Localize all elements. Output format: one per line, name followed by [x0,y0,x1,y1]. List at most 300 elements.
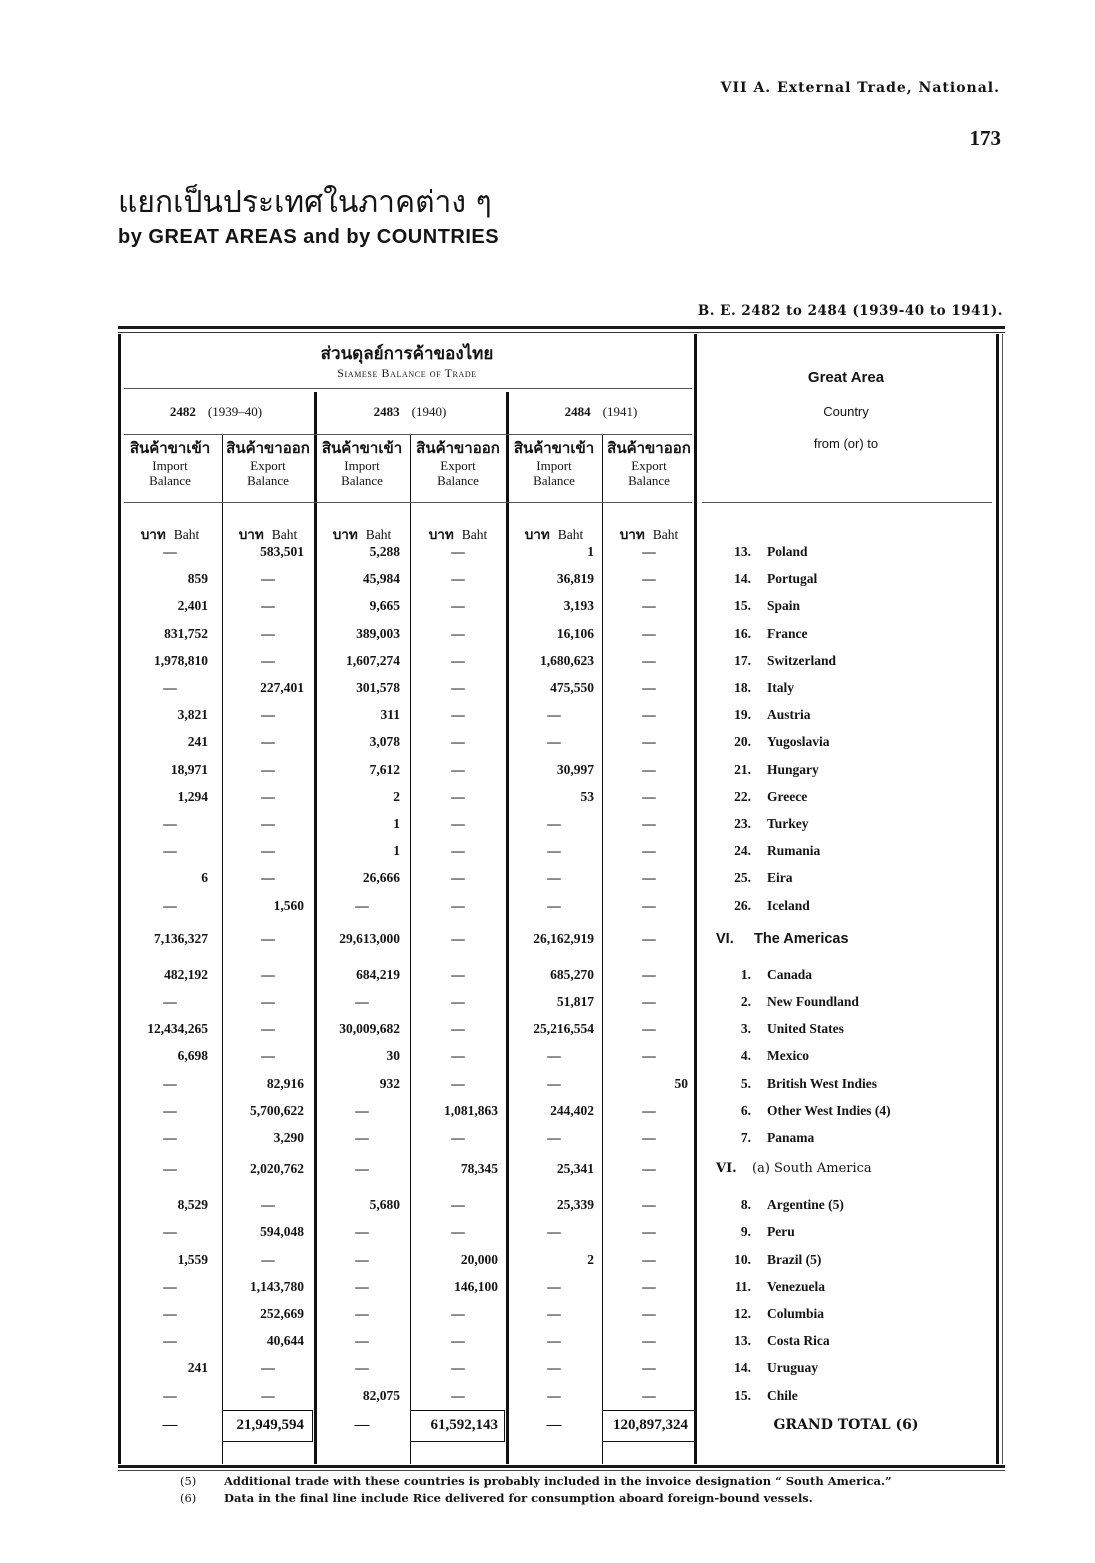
unit-en: Baht [652,527,679,542]
country-label [696,1099,996,1123]
country-name: Peru [767,1224,795,1240]
country-row [118,1044,1005,1068]
column-header-thai: สินค้าขาออก [226,439,310,457]
country-name: Chile [767,1387,798,1403]
balance-cell: — [642,966,656,982]
balance-cell: 1,294 [177,788,208,804]
balance-cell: 2 [393,788,400,804]
balance-cell: 51,817 [556,994,594,1009]
unit-thai: บาท [619,527,645,543]
balance-cell: — [642,1251,656,1267]
balance-cell: — [547,1306,561,1321]
country-label [696,1356,996,1380]
balance-cell: — [642,652,656,668]
column-header-line2: Balance [533,473,575,488]
balance-cell: 7,612 [369,761,400,777]
balance-cell: — [261,625,275,641]
country-label [696,1329,996,1353]
balance-cell: 1,680,623 [540,652,594,668]
country-name: Hungary [767,761,819,777]
balance-cell: 1 [393,816,400,831]
country-name: Switzerland [767,652,836,668]
column-header-line2: Balance [437,473,479,488]
country-label [696,894,996,918]
balance-cell: 1,560 [273,897,304,913]
great-area-row [118,927,1005,951]
column-header-thai: สินค้าขาออก [607,439,691,457]
country-label [696,785,996,809]
balance-cell: — [451,625,465,641]
country-name: Rumania [767,843,821,859]
country-label [696,866,996,890]
country-row [118,540,1005,564]
balance-cell: — [261,1251,275,1267]
balance-cell: 301,578 [356,680,400,695]
country-label [696,567,996,591]
country-name: France [767,625,808,641]
country-row [118,866,1005,890]
country-row [118,1099,1005,1123]
column-header [118,438,222,488]
unit-thai: บาท [332,527,358,543]
balance-cell: — [642,897,656,913]
balance-cell: 475,550 [550,680,594,695]
balance-cell: — [451,788,465,804]
balance-cell: — [642,870,656,886]
row-number: 18. [734,680,751,695]
balance-cell: — [261,966,275,982]
balance-cell: — [163,1306,177,1321]
country-row [118,1384,1005,1408]
column-header-thai: สินค้าขาเข้า [513,439,595,457]
balance-cell: 932 [379,1075,400,1091]
balance-cell: — [451,1360,465,1376]
balance-cell: 2 [587,1251,594,1267]
balance-cell: — [451,598,465,614]
footnote-mark: (5) [180,1474,197,1488]
balance-cell: — [163,1130,177,1145]
balance-cell: — [547,1130,561,1145]
balance-cell: 82,916 [266,1075,304,1091]
balance-cell: — [642,788,656,804]
balance-cell: — [642,1197,656,1213]
balance-cell: — [547,897,561,913]
country-label [696,676,996,700]
balance-cell: 2,401 [177,598,208,614]
balance-cell: — [355,1251,369,1267]
country-label [696,594,996,618]
balance-cell: 40,644 [266,1333,304,1349]
row-number: 12. [734,1306,751,1321]
row-number: VI. [716,1161,737,1177]
column-header-line2: Balance [149,473,191,488]
balance-cell: — [451,1306,465,1321]
country-row [118,622,1005,646]
balance-cell: 18,971 [170,761,208,777]
unit-en: Baht [271,527,298,542]
country-row [118,567,1005,591]
balance-cell: — [163,994,177,1009]
header-rule [124,502,692,503]
balance-cell: — [451,930,465,946]
grand-total-label: GRAND TOTAL (6) [773,1416,919,1433]
balance-cell: 1,607,274 [346,652,400,668]
balance-cell: — [261,707,275,723]
balance-cell: — [642,1306,656,1321]
row-number: 21. [734,761,751,777]
balance-cell: — [451,966,465,982]
country-row [118,1193,1005,1217]
country-label [696,990,996,1014]
balance-cell: — [355,1333,369,1349]
balance-cell: 3,290 [273,1130,304,1145]
balance-cell: — [355,1224,369,1240]
country-row [118,1248,1005,1272]
country-label [696,963,996,987]
country-label [696,1248,996,1272]
column-header-line2: Balance [628,473,670,488]
row-number: 23. [734,816,751,831]
row-number: 13. [734,544,751,559]
unit-en: Baht [557,527,584,542]
column-header-thai: สินค้าขาออก [416,439,500,457]
unit-thai: บาท [524,527,550,543]
balance-cell: 82,075 [362,1387,400,1403]
column-header-line1: Export [250,458,286,473]
balance-cell: 5,288 [369,544,400,559]
balance-cell: — [451,544,465,559]
balance-cell: 6,698 [177,1048,208,1064]
balance-cell: — [451,843,465,859]
balance-cell: 2,020,762 [250,1161,304,1177]
balance-cell: — [547,734,561,750]
great-area-header: Great Area [807,369,885,386]
balance-cell: — [642,734,656,750]
balance-cell: — [547,1387,561,1403]
balance-cell: — [163,680,177,695]
balance-cell: — [261,734,275,750]
balance-cell: — [261,1197,275,1213]
unit-thai: บาท [428,527,454,543]
balance-cell: — [642,816,656,831]
row-number: VI. [716,930,734,947]
balance-cell: — [547,816,561,831]
balance-cell: — [163,1075,177,1091]
country-row [118,1356,1005,1380]
row-number: 11. [734,1278,751,1294]
balance-cell: 1,143,780 [250,1278,304,1294]
balance-cell: 26,666 [362,870,400,886]
total-cell: — [162,1416,178,1433]
balance-cell: — [355,994,369,1009]
country-name: Venezuela [767,1278,825,1294]
country-name: British West Indies [767,1075,878,1091]
row-number: 26. [734,897,751,913]
country-label [696,1220,996,1244]
balance-cell: 3,078 [369,734,400,750]
balance-cell: — [451,1021,465,1037]
country-row [118,1072,1005,1096]
balance-cell: — [547,843,561,859]
balance-cell: 252,669 [260,1306,304,1321]
country-row [118,839,1005,863]
row-number: 16. [734,625,751,641]
row-number: 5. [740,1075,751,1091]
country-header: Country [823,404,869,419]
balance-cell: 9,665 [369,598,400,614]
country-name: Canada [767,966,813,982]
country-row [118,649,1005,673]
country-row [118,758,1005,782]
balance-cell: 50 [674,1075,688,1091]
balance-cell: — [261,1048,275,1064]
column-header-line1: Import [152,458,188,473]
column-header-line1: Import [536,458,572,473]
balance-cell: — [163,816,177,831]
country-label [696,758,996,782]
balance-cell: — [451,571,465,587]
row-number: 8. [740,1197,751,1213]
balance-cell: — [642,761,656,777]
country-row [118,1329,1005,1353]
country-label [696,540,996,564]
header-rule [124,434,692,435]
country-label [696,1193,996,1217]
country-label [696,812,996,836]
title-english: by GREAT AREAS and by COUNTRIES [118,226,500,248]
country-row [118,812,1005,836]
balance-cell: 1 [587,544,594,559]
balance-cell: 30,997 [556,761,594,777]
row-number: 9. [740,1224,751,1240]
balance-cell: 29,613,000 [339,930,400,946]
balance-cell: 3,821 [177,707,208,723]
balance-cell: — [547,1048,561,1064]
balance-cell: 16,106 [556,625,594,641]
balance-cell: — [261,816,275,831]
balance-cell: — [642,598,656,614]
balance-cell: 685,270 [550,966,594,982]
country-label [696,1017,996,1041]
country-row [118,894,1005,918]
balance-cell: 859 [187,571,208,587]
row-number: 22. [734,788,751,804]
country-name: The Americas [754,930,849,947]
balance-cell: — [261,994,275,1009]
country-name: Greece [767,788,808,804]
column-header-line1: Export [440,458,476,473]
total-box [602,1410,695,1442]
country-row [118,594,1005,618]
balance-cell: — [451,1075,465,1091]
total-cell: — [354,1416,370,1433]
country-row [118,1302,1005,1326]
column-header-thai: สินค้าขาเข้า [321,439,403,457]
row-number: 20. [734,734,751,750]
country-name: Brazil (5) [767,1251,822,1267]
balance-cell: 583,501 [260,544,304,559]
country-label [696,1157,996,1181]
top-rule-thin [118,332,1005,333]
country-name: Portugal [767,571,818,587]
country-row [118,963,1005,987]
country-label [696,649,996,673]
balance-cell: — [261,652,275,668]
balance-cell: — [451,761,465,777]
balance-cell: — [163,1278,177,1294]
balance-cell: — [642,625,656,641]
row-number: 1. [740,966,751,982]
balance-cell: 1,978,810 [154,652,208,668]
balance-cell: — [642,1387,656,1403]
balance-cell: — [163,1161,177,1177]
total-box [410,1410,505,1442]
balance-cell: — [261,571,275,587]
country-row [118,730,1005,754]
title-thai: แยกเป็นประเทศในภาคต่าง ๆ [118,185,492,220]
balance-cell: — [163,843,177,859]
country-name: Turkey [767,816,809,831]
balance-cell: — [163,1387,177,1403]
year-be: 2484 [564,404,591,419]
row-number: 7. [740,1130,751,1145]
balance-cell: 45,984 [362,571,400,587]
column-header [410,438,506,488]
balance-cell: — [261,788,275,804]
country-name: Austria [767,707,811,723]
balance-cell: — [642,1161,656,1177]
balance-cell: 146,100 [454,1278,498,1294]
period-label: B. E. 2482 to 2484 (1939-40 to 1941). [697,303,1003,319]
balance-cell: — [451,897,465,913]
column-header-line1: Import [344,458,380,473]
country-label [696,927,996,951]
country-name: Uruguay [767,1360,819,1376]
balance-cell: 1 [393,843,400,859]
balance-cell: — [547,870,561,886]
column-header [602,438,696,488]
country-label [696,1072,996,1096]
balance-cell: 241 [187,1360,208,1376]
balance-cell: — [642,1130,656,1145]
year-header [314,404,506,420]
column-header [314,438,410,488]
balance-cell: 482,192 [164,966,208,982]
total-cell: 120,897,324 [613,1416,688,1433]
unit-en: Baht [365,527,392,542]
balance-cell: — [642,930,656,946]
balance-cell: 26,162,919 [533,930,594,946]
country-row [118,1017,1005,1041]
country-name: Costa Rica [767,1333,830,1349]
balance-cell: 311 [380,707,400,723]
balance-cell: 5,680 [369,1197,400,1213]
balance-cell: 1,081,863 [444,1102,498,1118]
row-number: 19. [734,707,751,723]
column-header-line1: Export [631,458,667,473]
balance-cell: — [261,598,275,614]
balance-cell: 25,341 [556,1161,594,1177]
balance-cell: — [355,1102,369,1118]
balance-cell: 244,402 [550,1102,594,1118]
footnote-text: Additional trade with these countries is probably included in the invoice designation “ South America.” [224,1474,892,1488]
balance-cell: — [642,544,656,559]
header-rule [124,388,692,389]
balance-cell: — [451,1224,465,1240]
balance-cell: — [642,1102,656,1118]
balance-cell: — [261,870,275,886]
country-row [118,1220,1005,1244]
balance-cell: 241 [187,734,208,750]
country-label [696,703,996,727]
row-number: 13. [734,1333,751,1349]
balance-cell: 25,216,554 [533,1021,594,1037]
country-name: Mexico [767,1048,809,1064]
country-row [118,1275,1005,1299]
country-row [118,785,1005,809]
country-name: Italy [767,680,794,695]
balance-cell: — [547,1278,561,1294]
column-header-line2: Balance [247,473,289,488]
total-cell: 61,592,143 [430,1416,498,1433]
year-ce: (1940) [411,404,447,419]
row-number: 15. [734,598,751,614]
country-row [118,990,1005,1014]
balance-cell: — [642,1021,656,1037]
trade-balance-table [118,334,1005,1464]
balance-cell: — [547,1360,561,1376]
balance-cell: 20,000 [460,1251,498,1267]
balance-cell: — [163,1224,177,1240]
balance-cell: — [451,1333,465,1349]
running-head: VII A. External Trade, National. [720,80,1000,96]
group-title-en: Siamese Balance of Trade [337,366,477,380]
balance-cell: 389,003 [356,625,400,641]
row-number: 2. [740,994,751,1009]
balance-cell: 8,529 [177,1197,208,1213]
balance-cell: — [451,1130,465,1145]
country-name: Yugoslavia [767,734,830,750]
column-header [506,438,602,488]
balance-cell: 30 [386,1048,400,1064]
year-header [506,404,696,420]
balance-cell: 30,009,682 [339,1021,400,1037]
balance-cell: — [261,1387,275,1403]
row-number: 25. [734,870,751,886]
country-name: Eira [767,870,793,886]
balance-cell: — [355,1161,369,1177]
balance-cell: — [355,897,369,913]
balance-cell: — [355,1278,369,1294]
unit-en: Baht [173,527,200,542]
balance-cell: — [547,1224,561,1240]
balance-cell: — [451,994,465,1009]
column-header-thai: สินค้าขาเข้า [129,439,211,457]
country-name: Panama [767,1130,815,1145]
balance-cell: 36,819 [556,571,594,587]
year-be: 2482 [169,404,196,419]
bottom-rule [118,1465,1005,1468]
country-name: Iceland [767,897,810,913]
balance-cell: — [451,816,465,831]
country-row [118,1126,1005,1150]
row-number: 14. [734,571,751,587]
country-name: (a) South America [752,1161,872,1177]
balance-cell: — [163,544,177,559]
year-be: 2483 [373,404,400,419]
sub-area-row [118,1157,1005,1181]
column-header [222,438,314,488]
